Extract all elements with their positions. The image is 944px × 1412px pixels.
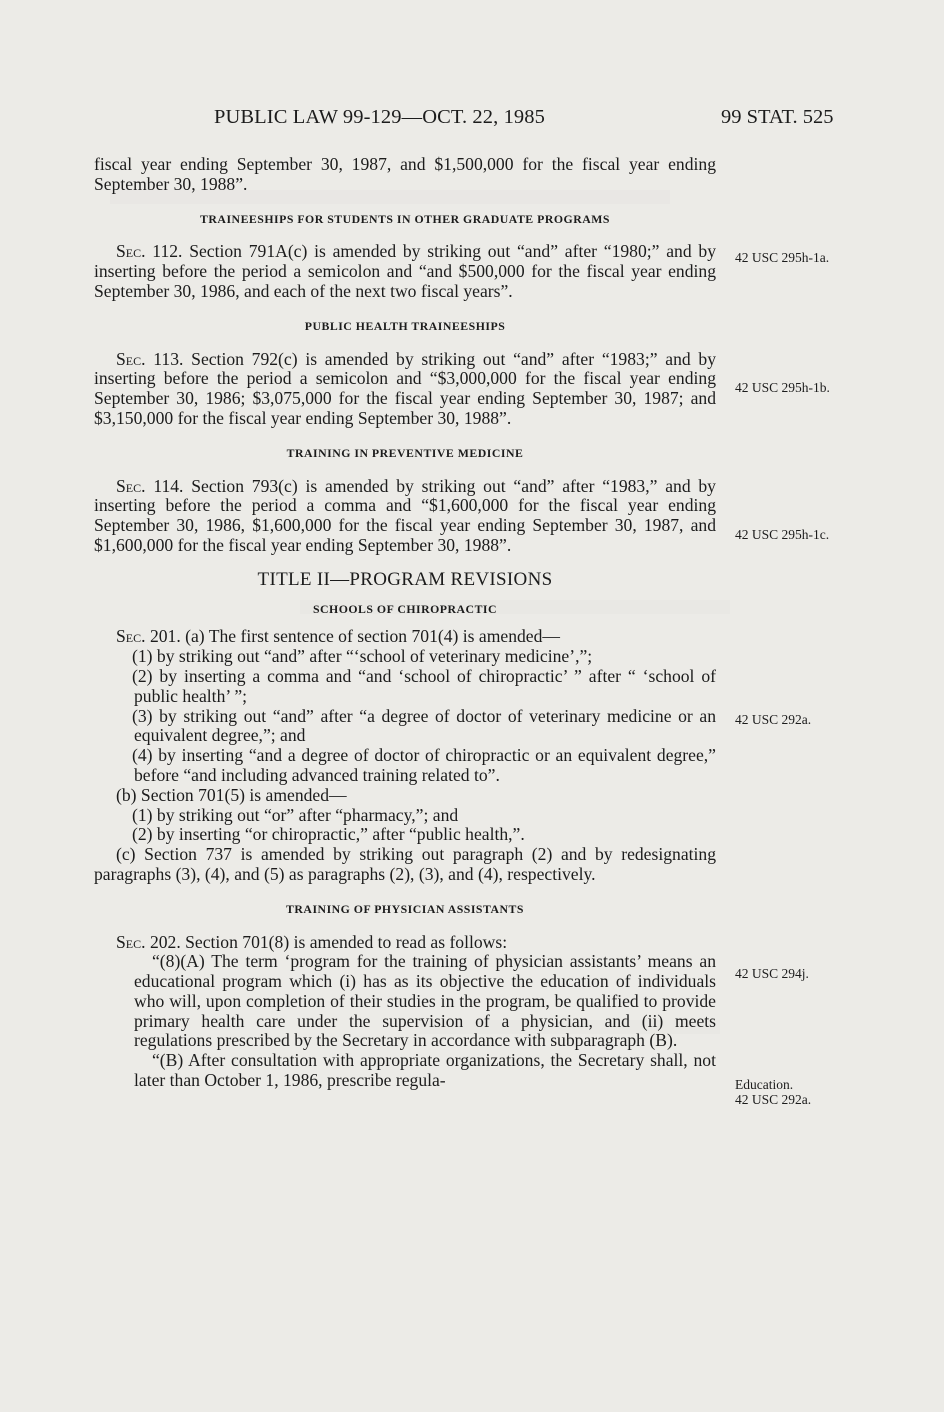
margin-citation: 42 USC 295h-1b. [735,380,830,395]
sec-label: Sec. [116,931,146,952]
page-number: 99 STAT. 525 [721,106,834,128]
paragraph-text: 201. (a) The first sentence of section 701(4) is amended— [149,626,561,647]
list-item: (2) by inserting “or chiropractic,” after “public health,”. [132,824,525,845]
list-item: (3) by striking out “and” after “a degree of doctor of veterinary medicine or an equivalent degree,”; and [132,705,716,746]
paragraph: (b) Section 701(5) is amended— [116,784,347,805]
margin-citation: 42 USC 292a. [735,1092,812,1107]
quoted-paragraph: “(8)(A) The term ‘program for the training of physician assistants’ means an educational program which (i) has as its objective the education of individuals who will, upon completion of their studies in the program, be qualified to provide primary health care under the supervision of a physician, and (ii) meets regulations prescribed by the Secretary in accordance with subparagraph (B). [134,951,716,1051]
section-heading: PUBLIC HEALTH TRAINEESHIPS [304,318,506,333]
section-heading: TRAINING OF PHYSICIAN ASSISTANTS [286,901,524,916]
sec-label: Sec. [116,241,146,262]
margin-citation: 42 USC 292a. [735,712,812,727]
paragraph-text: 112. Section 791A(c) is amended by striking out “and” after “1980;” and by inserting before the period a semicolon and “and $500,000 for the fiscal year ending September 30, 1986, and each of the next two fiscal years”. [94,241,716,301]
margin-citation: 42 USC 294j. [735,966,809,981]
section-heading: SCHOOLS OF CHIROPRACTIC [312,601,498,616]
paragraph [94,627,716,647]
statute-text [94,155,716,1091]
margin-citation: Education. [735,1077,794,1092]
title-heading: TITLE II—PROGRAM REVISIONS [257,568,553,590]
paragraph: fiscal year ending September 30, 1987, and $1,500,000 for the fiscal year ending September 30, 1988”. [94,154,716,194]
quoted-paragraph: “(B) After consultation with appropriate organizations, the Secretary shall, not later than October 1, 1986, prescribe regula- [134,1050,716,1091]
paragraph [94,477,716,556]
sec-label: Sec. [116,348,146,369]
margin-citation: 42 USC 295h-1c. [735,527,830,542]
paragraph: (c) Section 737 is amended by striking out paragraph (2) and by redesignating paragraphs (3), (4), and (5) as paragraphs (2), (3), and (4), respectively. [94,844,716,884]
list-item: (1) by striking out “and” after “‘school of veterinary medicine’,”; [132,646,593,667]
list-item: (2) by inserting a comma and “and ‘school of chiropractic’ ” after “ ‘school of public health’ ”; [132,665,716,706]
sec-label: Sec. [116,626,146,647]
paragraph-text: 114. Section 793(c) is amended by striking out “and” after “1983,” and by inserting before the period a comma and “$1,600,000 for the fiscal year ending September 30, 1986, $1,600,000 for the fiscal year ending September 30, 1987, and $1,600,000 for the fiscal year ending September 30, 1988”. [94,475,716,555]
section-heading: TRAINING IN PREVENTIVE MEDICINE [286,445,524,460]
paragraph-text: 113. Section 792(c) is amended by striking out “and” after “1983;” and by inserting before the period a semicolon and “$3,000,000 for the fiscal year ending September 30, 1986; $3,075,000 for the fiscal year ending September 30, 1987; and $3,150,000 for the fiscal year ending September 30, 1988”. [94,348,716,428]
paragraph [94,242,716,301]
paragraph [94,933,716,953]
paragraph-text: 202. Section 701(8) is amended to read as follows: [149,931,508,952]
list-item: (1) by striking out “or” after “pharmacy,”; and [132,804,459,825]
running-header: PUBLIC LAW 99-129—OCT. 22, 1985 [214,106,545,128]
paragraph [94,350,716,429]
list-item: (4) by inserting “and a degree of doctor of chiropractic or an equivalent degree,” before “and including advanced training related to”. [132,745,716,785]
section-heading: TRAINEESHIPS FOR STUDENTS IN OTHER GRADUATE PROGRAMS [200,211,610,226]
sec-label: Sec. [116,475,146,496]
margin-citation: 42 USC 295h-1a. [735,250,830,265]
